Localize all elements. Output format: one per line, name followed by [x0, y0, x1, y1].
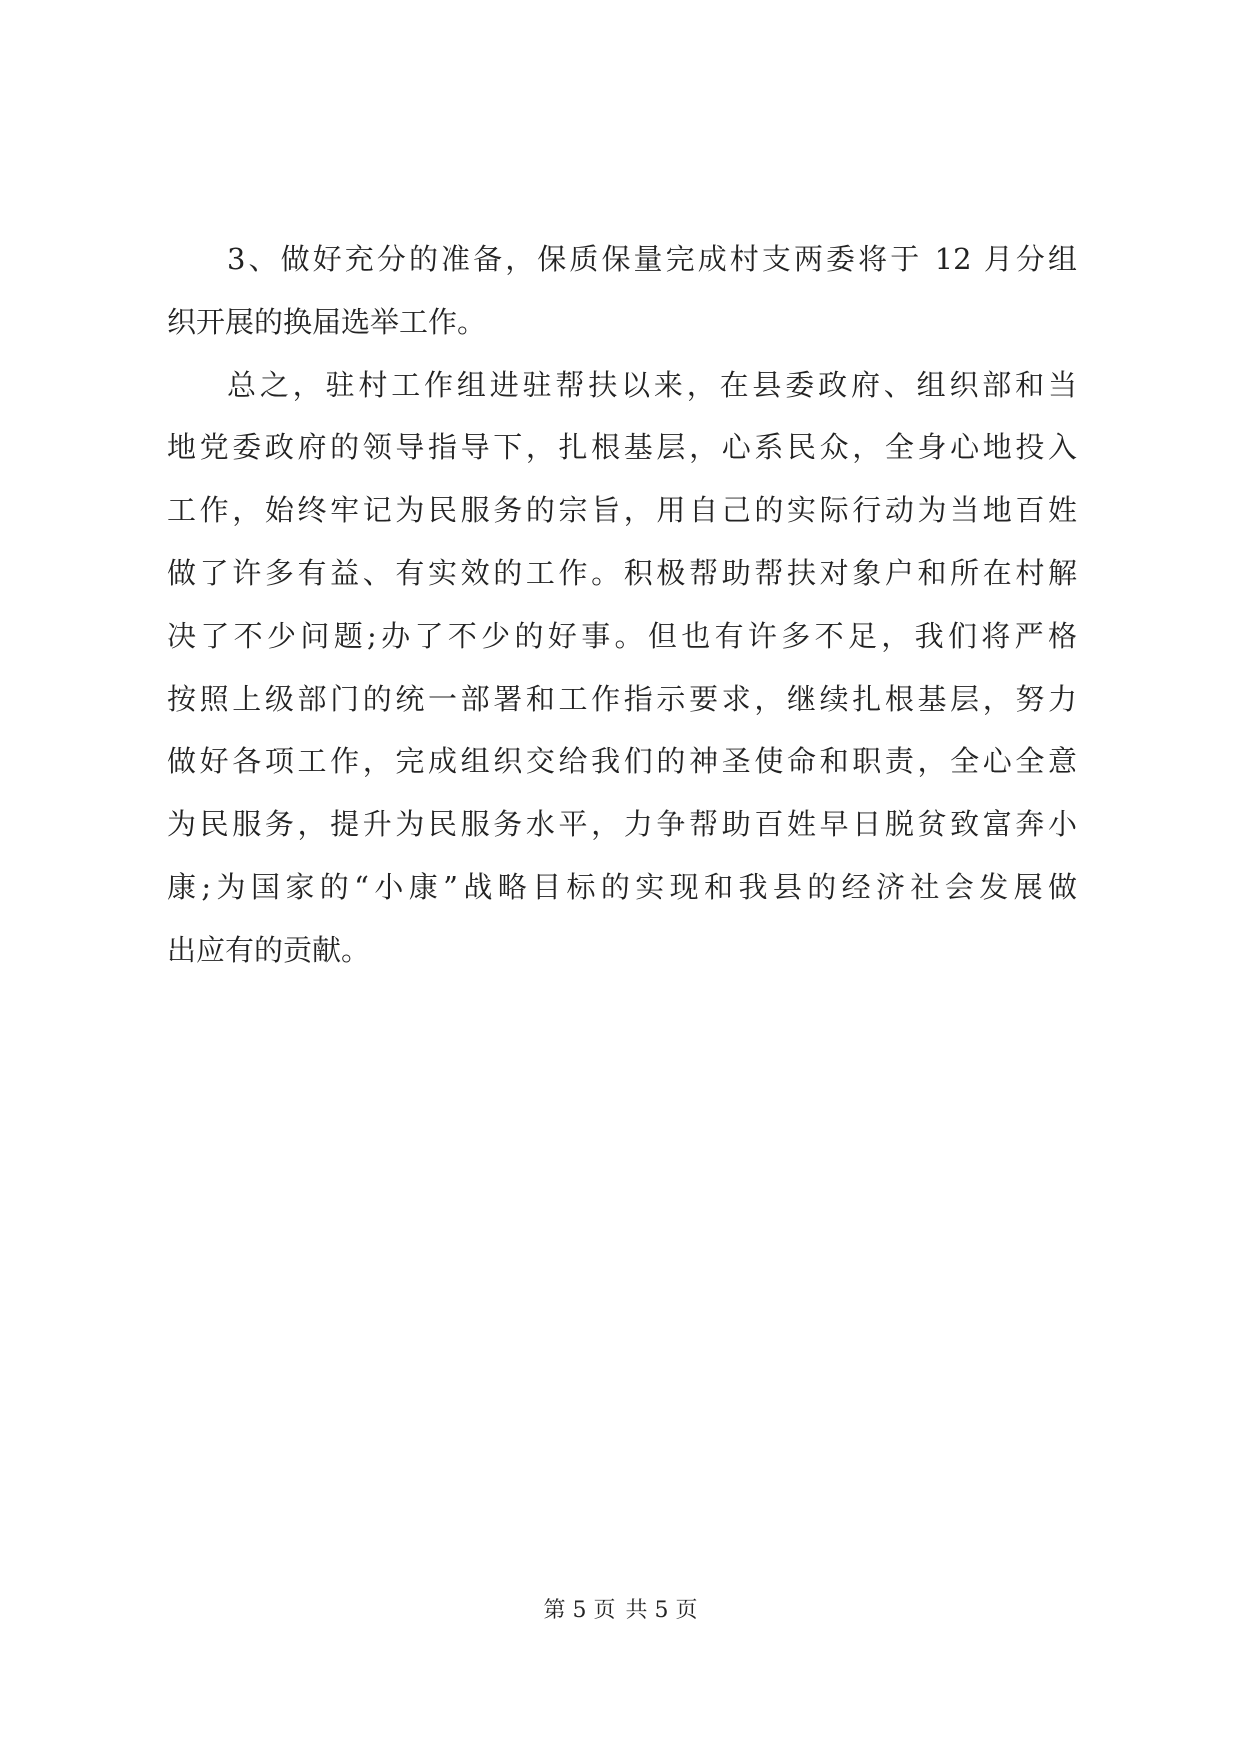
text-line: 为民服务，提升为民服务水平，力争帮助百姓早日脱贫致富奔小 — [167, 807, 1077, 842]
text-line: 做了许多有益、有实效的工作。积极帮助帮扶对象户和所在村解 — [167, 555, 1077, 590]
text-line: 织开展的换届选举工作。 — [167, 304, 487, 339]
page-footer — [0, 1596, 1241, 1626]
text-line: 做好各项工作，完成组织交给我们的神圣使命和职责，全心全意 — [167, 744, 1077, 779]
text-line: 按照上级部门的统一部署和工作指示要求，继续扎根基层，努力 — [167, 681, 1077, 716]
text-line: 康;为国家的“小康”战略目标的实现和我县的经济社会发展做 — [167, 869, 1077, 904]
text-line: 决了不少问题;办了不少的好事。但也有许多不足，我们将严格 — [167, 618, 1077, 653]
text-line: 地党委政府的领导指导下，扎根基层，心系民众，全身心地投入 — [167, 430, 1077, 465]
text-line: 工作，始终牢记为民服务的宗旨，用自己的实际行动为当地百姓 — [167, 493, 1077, 528]
document-body — [167, 228, 1077, 982]
text-line: 出应有的贡献。 — [167, 932, 371, 967]
text-line: 总之，驻村工作组进驻帮扶以来，在县委政府、组织部和当 — [227, 367, 1077, 402]
page-number: 第 5 页 — [543, 1598, 616, 1623]
paragraph — [167, 228, 1077, 354]
text-line: 3、做好充分的准备，保质保量完成村支两委将于 12 月分组 — [227, 242, 1077, 276]
paragraph — [167, 354, 1077, 982]
page-total: 共 5 页 — [625, 1598, 698, 1623]
